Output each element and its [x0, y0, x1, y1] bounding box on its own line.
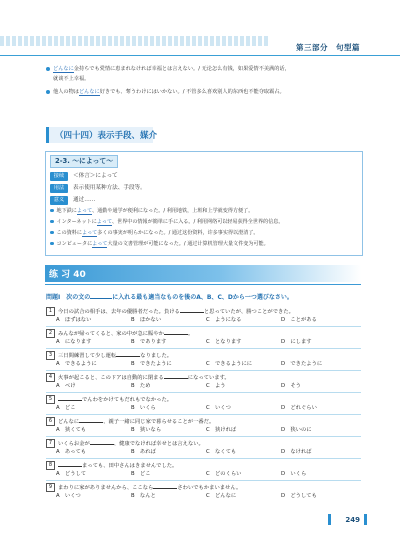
bullet-icon: [50, 242, 54, 246]
answer-blank: [153, 488, 177, 489]
answer-blank: [164, 378, 188, 379]
option-c[interactable]: C となります: [206, 339, 242, 345]
option-a[interactable]: A できるように: [56, 361, 97, 367]
meaning-text: 通过……: [73, 197, 96, 203]
question-divider: [46, 348, 361, 349]
option-c[interactable]: C 狭ければ: [206, 427, 237, 433]
keyword: どんなに: [53, 66, 74, 72]
grammar-pattern-tag: 2-3. 〜によって〜: [50, 155, 118, 168]
option-a[interactable]: A べけ: [56, 383, 76, 389]
top-example-2: 他人の物はどんなに好きでも、奪うわけにはいかない。/ 不管多么喜欢别人的东西也不能夺取霸占。: [46, 89, 285, 96]
option-c[interactable]: C なくても: [206, 449, 237, 455]
section-title: （四十四）表示手段、媒介: [55, 131, 158, 141]
grammar-example-1: 地下鉄によって、通勤や通学が便利になった。/ 利用地铁，上班和上学就变得方便了。: [50, 208, 253, 215]
question-divider: [46, 414, 361, 415]
label-usage: 用法: [50, 184, 68, 193]
option-b[interactable]: B いくら: [131, 405, 156, 411]
option-d[interactable]: D にします: [281, 339, 312, 345]
option-c[interactable]: C できるようにに: [206, 361, 253, 367]
bullet-icon: [50, 209, 54, 213]
question-divider: [46, 326, 361, 327]
option-c[interactable]: C いくつ: [206, 405, 231, 411]
option-b[interactable]: B なんと: [131, 493, 156, 499]
option-c[interactable]: C どんなに: [206, 493, 237, 499]
header-stripe: [0, 36, 270, 46]
keyword: どんなに: [78, 89, 100, 95]
exercise-rule: [45, 284, 361, 285]
answer-blank: [79, 422, 103, 423]
label-connection: 接续: [50, 172, 68, 181]
option-a[interactable]: A 狭くても: [56, 427, 87, 433]
option-b[interactable]: B どこ: [131, 471, 151, 477]
answer-blank: [58, 400, 82, 401]
exercise-heading: [45, 265, 361, 282]
usage-text: 表示使用某种方法、手段等。: [73, 185, 146, 191]
answer-blank: [116, 356, 140, 357]
page-number-bar-left: [328, 514, 331, 525]
option-d[interactable]: D そう: [281, 383, 301, 389]
grammar-example-2: インターネットによって、世界中の情報が簡単に手に入る。/ 利用网络可以轻易获得全世界的信息。: [50, 219, 283, 226]
answer-blank: [164, 334, 188, 335]
question-6: 6 どんなに 、親子一緒に同じ家で暮らせることが一番だ。: [46, 417, 214, 426]
option-d[interactable]: D いくら: [281, 471, 307, 477]
top-example-1-cont: 就谈不上幸福。: [53, 76, 90, 82]
option-a[interactable]: A どこ: [56, 405, 76, 411]
option-d[interactable]: D なければ: [281, 449, 312, 455]
header-title: 第三部分 句型篇: [296, 43, 360, 52]
option-b[interactable]: B ほかない: [131, 317, 162, 323]
top-example-1: どんなに金持ちでも愛情に恵まれなければ幸福とは言えない。/ 无论怎么有钱，如果爱情不美满的话，: [46, 66, 290, 73]
question-divider: [46, 392, 361, 393]
bullet-icon: [46, 67, 50, 71]
section-heading: [46, 127, 158, 143]
label-meaning: 意义: [50, 196, 68, 205]
answer-blank: [180, 312, 204, 313]
answer-blank: [90, 444, 114, 445]
exercise-title: 练 习 40: [49, 270, 86, 280]
option-b[interactable]: B できたように: [131, 361, 172, 367]
header-rule: [0, 55, 400, 56]
option-a[interactable]: A いくつ: [56, 493, 81, 499]
bullet-icon: [50, 220, 54, 224]
answer-blank: [58, 466, 82, 467]
question-3: 3 三日間練習して少し運転 なりました。: [46, 351, 172, 360]
option-b[interactable]: B であります: [131, 339, 167, 345]
question-divider: [46, 436, 361, 437]
question-5: 5 でんわをかけてもだれもでなかった。: [46, 395, 172, 404]
question-divider: [46, 458, 361, 459]
option-d[interactable]: D ことがある: [281, 317, 317, 323]
option-d[interactable]: D 狭いのに: [281, 427, 312, 433]
option-d[interactable]: D どれぐらい: [281, 405, 317, 411]
question-7: 7 いくらお金が 、健康でなければ幸せとは言えない。: [46, 439, 204, 448]
question-9: 9 まわりに家がありませんから、ここなら さわいでもかまいません。: [46, 483, 241, 492]
question-8: 8 まっても、田中さんはきませんでした。: [46, 461, 177, 470]
question-1: 1 今日の試合の相手は、去年の優勝者だった。負ける と思っていたが、勝つことができた。: [46, 307, 294, 316]
blank-line: [90, 298, 112, 299]
page-number: 249: [345, 516, 360, 524]
option-b[interactable]: B 狭いなら: [131, 427, 162, 433]
exercise-instruction: 問題Ⅰ 次の文の に入れる最も適当なものを後のA、B、C、Dから一つ選びなさい。: [46, 294, 293, 301]
grammar-example-3: この資料によって多くの事実が明らかになった。/ 通过这份资料，许多事实得以澄清了。: [50, 230, 259, 237]
page-number-bar-right: [364, 514, 367, 525]
bullet-icon: [46, 90, 50, 94]
option-d[interactable]: D できたように: [281, 361, 323, 367]
option-c[interactable]: C どのくらい: [206, 471, 242, 477]
question-divider: [46, 480, 361, 481]
option-a[interactable]: A ほずはない: [56, 317, 92, 323]
question-divider: [46, 370, 361, 371]
option-a[interactable]: A になります: [56, 339, 92, 345]
option-c[interactable]: C よう: [206, 383, 226, 389]
option-b[interactable]: B あれば: [131, 449, 156, 455]
question-2: 2 みんなが帰ってくると、家の中が急に賑やか 。: [46, 329, 193, 338]
grammar-example-4: コンピュータによって大量の文書管理が可能になった。/ 通过计算机管理大量文件变为可能。: [50, 241, 269, 248]
option-a[interactable]: A どうして: [56, 471, 87, 477]
option-c[interactable]: C ようになる: [206, 317, 242, 323]
option-b[interactable]: B ため: [131, 383, 151, 389]
connection-text: ＜体言＞によって: [73, 173, 118, 179]
question-4: 4 火事が起こると、このドアは自動的に閉まる になっています。: [46, 373, 230, 382]
option-a[interactable]: A あっても: [56, 449, 87, 455]
bullet-icon: [50, 231, 54, 235]
option-d[interactable]: D どうしても: [281, 493, 317, 499]
